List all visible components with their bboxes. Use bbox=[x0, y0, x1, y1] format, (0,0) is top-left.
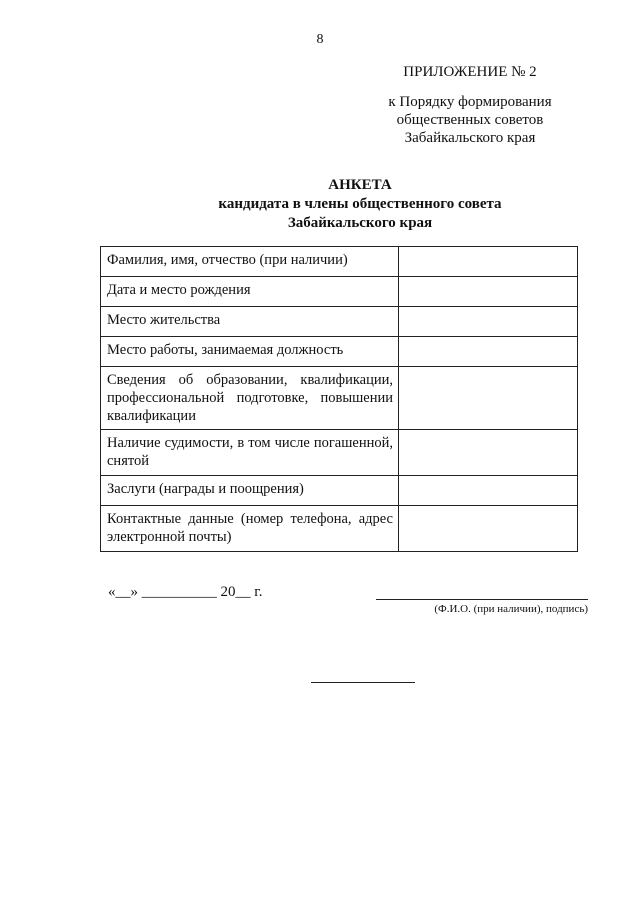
field-label: Наличие судимости, в том числе погашенной, снятой bbox=[101, 430, 399, 476]
field-value-cell[interactable] bbox=[399, 476, 578, 506]
appendix-block bbox=[350, 63, 590, 147]
questionnaire-table bbox=[100, 246, 578, 552]
field-value-cell[interactable] bbox=[399, 337, 578, 367]
field-value-cell[interactable] bbox=[399, 277, 578, 307]
appendix-title: ПРИЛОЖЕНИЕ № 2 bbox=[403, 64, 537, 80]
field-label: Место работы, занимаемая должность bbox=[101, 337, 399, 367]
form-title-region: Забайкальского края bbox=[287, 215, 433, 231]
field-value-cell[interactable] bbox=[399, 367, 578, 430]
table-row bbox=[101, 277, 578, 307]
table-row bbox=[101, 430, 578, 476]
appendix-line: общественных советов bbox=[396, 112, 544, 128]
table-row bbox=[101, 476, 578, 506]
form-title-heading: АНКЕТА bbox=[328, 177, 392, 193]
field-label: Место жительства bbox=[101, 307, 399, 337]
table-row bbox=[101, 337, 578, 367]
field-label: Заслуги (награды и поощрения) bbox=[101, 476, 399, 506]
field-label: Дата и место рождения bbox=[101, 277, 399, 307]
document-end-divider bbox=[311, 682, 415, 683]
table-row bbox=[101, 307, 578, 337]
signature-caption: (Ф.И.О. (при наличии), подпись) bbox=[434, 603, 588, 615]
form-title bbox=[0, 176, 640, 233]
field-value-cell[interactable] bbox=[399, 430, 578, 476]
signature-line bbox=[376, 599, 588, 600]
field-value-cell[interactable] bbox=[399, 506, 578, 552]
appendix-line: Забайкальского края bbox=[404, 130, 536, 146]
field-label: Контактные данные (номер телефона, адрес электронной почты) bbox=[101, 506, 399, 552]
page-number: 8 bbox=[316, 32, 324, 47]
appendix-line: к Порядку формирования bbox=[388, 94, 552, 110]
field-label: Фамилия, имя, отчество (при наличии) bbox=[101, 247, 399, 277]
table-row bbox=[101, 367, 578, 430]
field-label: Сведения об образовании, квалификации, профессиональной подготовке, повышении квалификации bbox=[101, 367, 399, 430]
field-value-cell[interactable] bbox=[399, 307, 578, 337]
table-row bbox=[101, 506, 578, 552]
field-value-cell[interactable] bbox=[399, 247, 578, 277]
form-title-subheading: кандидата в члены общественного совета bbox=[218, 196, 502, 212]
date-field: «__» __________ 20__ г. bbox=[108, 584, 263, 600]
table-row bbox=[101, 247, 578, 277]
